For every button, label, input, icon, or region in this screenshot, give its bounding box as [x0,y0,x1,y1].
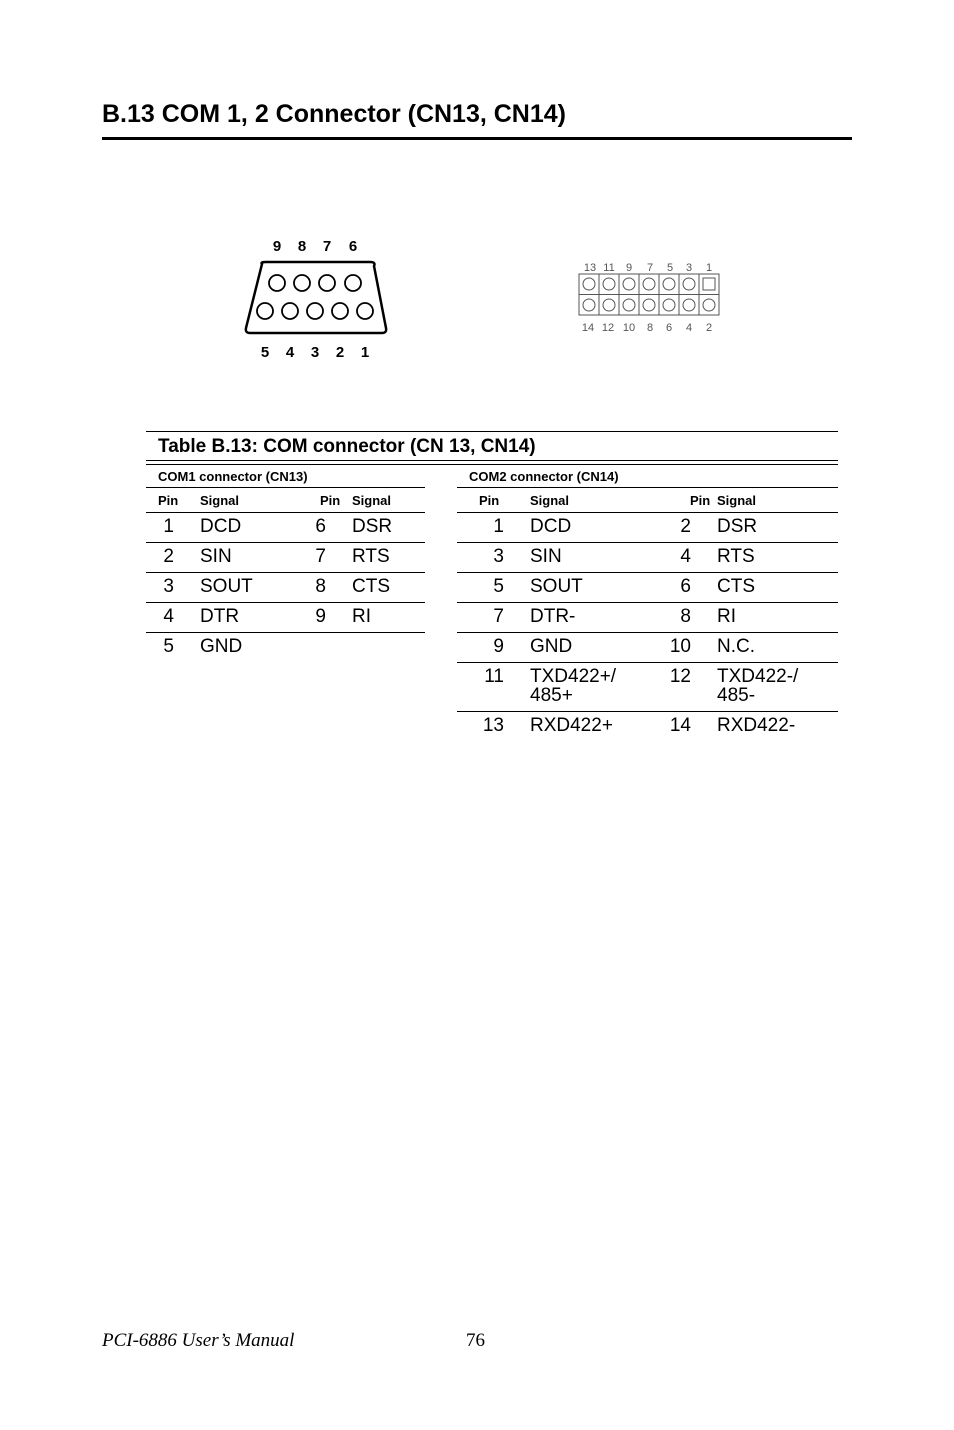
header-label: 11 [603,262,615,274]
table-row [457,712,838,742]
pin-cell: 8 [660,603,717,633]
column-header: Pin [146,488,200,513]
signal-cell: RXD422+ [530,715,613,736]
db9-shell [246,262,386,333]
header-pin [583,278,595,290]
table-row [146,603,425,633]
pin-cell: 9 [300,603,352,633]
signal-cell: RI [717,603,838,633]
com1-table [146,465,425,662]
footer-manual-title: PCI-6886 User’s Manual [102,1330,295,1351]
column-header: Signal [200,488,300,513]
signal-cell: DSR [717,513,838,543]
footer-page-number: 76 [466,1330,485,1351]
header-label: 10 [622,322,636,334]
pin-cell: 7 [457,603,530,633]
header-pin [603,278,615,290]
signal-cell: DCD [530,513,660,543]
table-caption [146,431,838,461]
com2-title: COM2 connector (CN14) [457,465,838,488]
signal-cell: DSR [352,513,425,543]
header-label: 14 [581,322,595,334]
header-pin [583,299,595,311]
table-row [457,603,838,633]
db9-label: 5 [260,344,270,361]
db9-label: 9 [272,238,282,255]
db9-pin-hole [307,303,323,319]
pin-cell: 4 [660,543,717,573]
table-row [457,633,838,663]
pin-cell: 2 [660,513,717,543]
com2-table [457,465,838,741]
pin-cell: 9 [457,633,530,663]
column-header: Signal [530,488,660,513]
signal-cell: DCD [200,513,300,543]
com1-title: COM1 connector (CN13) [146,465,425,488]
heading-rule [102,137,852,140]
pin-cell: 7 [300,543,352,573]
signal-cell: SIN [530,543,660,573]
db9-pin-hole [319,275,335,291]
db9-label: 8 [297,238,307,255]
header-pin [623,299,635,311]
signal-cell: N.C. [717,633,838,663]
signal-cell: TXD422-/ 485- [717,663,838,712]
table-row [146,513,425,543]
table-row [146,573,425,603]
signal-cell: CTS [717,573,838,603]
header-pin [643,299,655,311]
db9-label: 6 [348,238,358,255]
pin-cell: 5 [163,636,174,657]
column-header: Pin [457,488,530,513]
header-connector-diagram [574,257,724,337]
table-row [457,663,838,712]
db9-pin-hole [357,303,373,319]
pin-cell: 5 [457,573,530,603]
header-label: 1 [705,262,713,274]
header-pin [643,278,655,290]
header-label: 2 [705,322,713,334]
header-label: 9 [625,262,633,274]
signal-cell: RTS [352,543,425,573]
pin-cell: 10 [660,633,717,663]
header-label: 4 [685,322,693,334]
table-row [146,543,425,573]
header-pin [663,278,675,290]
pin-cell: 11 [457,663,530,712]
column-header: Pin [660,488,717,513]
db9-label: 4 [285,344,295,361]
signal-cell: RI [352,603,425,633]
db9-label: 1 [360,344,370,361]
header-label: 5 [666,262,674,274]
db9-label: 3 [310,344,320,361]
pin-cell: 13 [482,715,504,736]
header-label: 13 [583,262,597,274]
db9-pin-hole [345,275,361,291]
table-row [457,543,838,573]
signal-cell: RXD422- [717,715,796,736]
pin-cell: 3 [457,543,530,573]
pin-cell: 6 [660,573,717,603]
signal-cell: CTS [352,573,425,603]
pin-cell [300,633,352,663]
pin-cell: 3 [146,573,200,603]
db9-pin-hole [332,303,348,319]
section-heading: B.13 COM 1, 2 Connector (CN13, CN14) [102,100,566,128]
signal-cell [352,633,425,663]
table-row [146,633,425,663]
header-label: 6 [665,322,673,334]
header-pin [663,299,675,311]
column-header: Signal [352,488,425,513]
header-label: 12 [601,322,615,334]
header-pin [703,299,715,311]
header-label: 8 [646,322,654,334]
pin-cell: 4 [146,603,200,633]
signal-cell: DTR [200,603,300,633]
pin-cell: 1 [146,513,200,543]
header-pin-1-square [703,278,715,290]
header-label: 3 [685,262,693,274]
pin-cell: 1 [457,513,530,543]
db9-pin-hole [257,303,273,319]
signal-cell: TXD422+/ 485+ [530,663,660,712]
table-row [457,573,838,603]
db9-pin-hole [294,275,310,291]
db9-label: 2 [335,344,345,361]
signal-cell: DTR- [530,603,660,633]
column-header: Signal [717,488,838,513]
header-label: 7 [646,262,654,274]
pin-cell: 2 [146,543,200,573]
table-caption-text: Table B.13: COM connector (CN 13, CN14) [158,436,536,457]
header-pin [623,278,635,290]
db9-pin-hole [282,303,298,319]
signal-cell: SIN [200,543,300,573]
signal-cell: SOUT [200,573,300,603]
signal-cell: GND [530,633,660,663]
db9-connector-diagram [236,230,396,370]
pin-cell: 14 [669,715,691,736]
pin-cell: 8 [300,573,352,603]
pin-cell: 6 [300,513,352,543]
signal-cell: RTS [717,543,838,573]
header-pin [603,299,615,311]
header-pin [683,278,695,290]
db9-pin-hole [269,275,285,291]
column-header: Pin [300,488,352,513]
pin-cell: 12 [660,663,717,712]
table-row [457,513,838,543]
header-pin [683,299,695,311]
db9-label: 7 [322,238,332,255]
signal-cell: GND [200,636,243,657]
signal-cell: SOUT [530,573,660,603]
